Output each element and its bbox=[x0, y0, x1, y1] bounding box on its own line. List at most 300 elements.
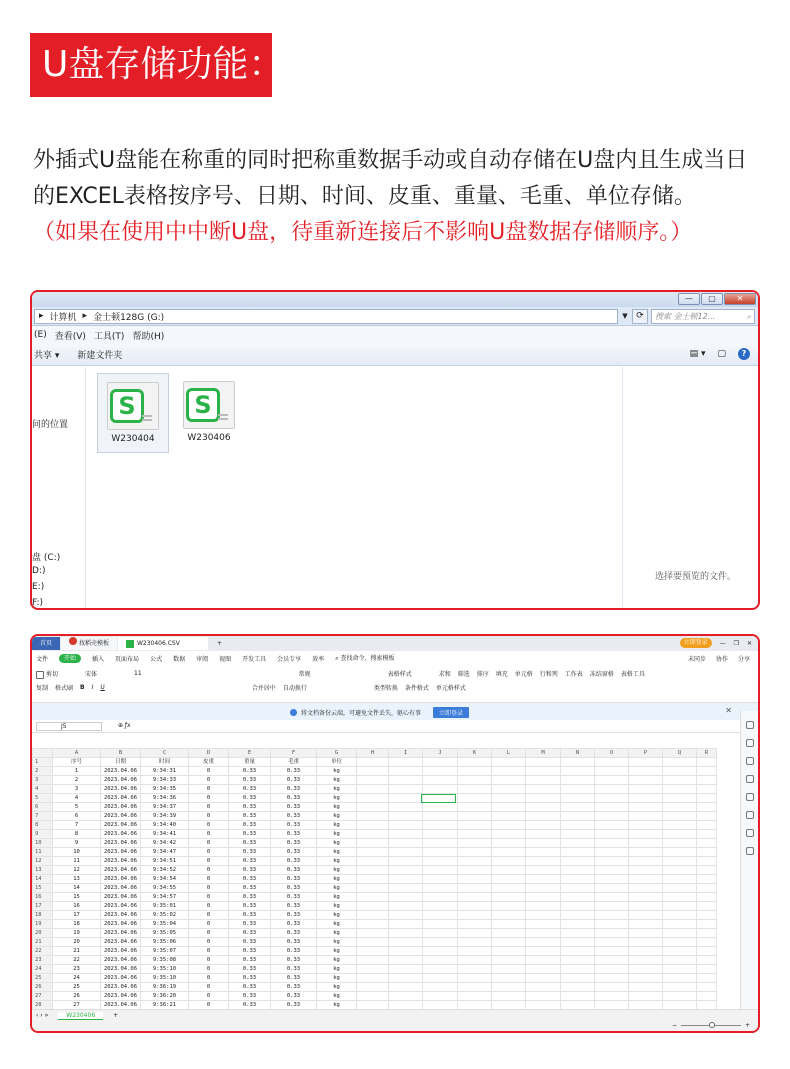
cell[interactable] bbox=[561, 857, 595, 866]
cell[interactable]: 0.33 bbox=[271, 983, 317, 992]
cell[interactable] bbox=[697, 794, 717, 803]
cell[interactable] bbox=[697, 911, 717, 920]
column-header[interactable]: M bbox=[526, 749, 561, 758]
cell[interactable] bbox=[561, 803, 595, 812]
cell[interactable]: kg bbox=[317, 947, 357, 956]
cell[interactable]: 0.33 bbox=[229, 812, 271, 821]
cell[interactable]: 2023.04.06 bbox=[101, 929, 141, 938]
cell[interactable]: 13 bbox=[53, 875, 101, 884]
cell[interactable] bbox=[629, 848, 663, 857]
cell[interactable] bbox=[629, 812, 663, 821]
cell[interactable]: 0.33 bbox=[229, 839, 271, 848]
cell[interactable]: kg bbox=[317, 857, 357, 866]
cell[interactable]: 2023.04.06 bbox=[101, 776, 141, 785]
cell[interactable] bbox=[663, 767, 697, 776]
cell[interactable]: 0 bbox=[189, 974, 229, 983]
cell[interactable] bbox=[561, 830, 595, 839]
cell[interactable]: 23 bbox=[53, 965, 101, 974]
cell[interactable] bbox=[389, 830, 423, 839]
cell[interactable] bbox=[595, 812, 629, 821]
row-header[interactable]: 15 bbox=[33, 884, 53, 893]
cell[interactable]: 0 bbox=[189, 830, 229, 839]
cell[interactable] bbox=[526, 812, 561, 821]
cell[interactable]: 0.33 bbox=[271, 776, 317, 785]
add-sheet-icon[interactable]: + bbox=[113, 1012, 119, 1019]
row-header[interactable]: 8 bbox=[33, 821, 53, 830]
cell[interactable]: 9:35:02 bbox=[141, 911, 189, 920]
cell[interactable] bbox=[629, 785, 663, 794]
cell[interactable] bbox=[423, 902, 458, 911]
cell[interactable] bbox=[595, 866, 629, 875]
cell[interactable]: 0 bbox=[189, 947, 229, 956]
cell[interactable] bbox=[357, 848, 389, 857]
cell[interactable] bbox=[492, 983, 526, 992]
cell[interactable] bbox=[697, 767, 717, 776]
cell[interactable] bbox=[389, 884, 423, 893]
cell[interactable] bbox=[458, 776, 492, 785]
banner-login-button[interactable]: 立即登录 bbox=[433, 707, 469, 718]
menu-view[interactable]: 视图 bbox=[219, 655, 232, 663]
cell[interactable] bbox=[458, 803, 492, 812]
filter-button[interactable]: 筛选 bbox=[457, 671, 470, 679]
cell[interactable]: 0 bbox=[189, 875, 229, 884]
cell[interactable] bbox=[389, 983, 423, 992]
cell[interactable] bbox=[423, 857, 458, 866]
cell[interactable] bbox=[595, 758, 629, 767]
cell[interactable] bbox=[663, 839, 697, 848]
cell[interactable] bbox=[389, 848, 423, 857]
cell[interactable] bbox=[663, 992, 697, 1001]
row-header[interactable]: 6 bbox=[33, 803, 53, 812]
cell[interactable] bbox=[697, 776, 717, 785]
cell[interactable] bbox=[629, 776, 663, 785]
cell[interactable] bbox=[595, 803, 629, 812]
cell[interactable]: kg bbox=[317, 794, 357, 803]
row-header[interactable]: 12 bbox=[33, 857, 53, 866]
cell[interactable] bbox=[697, 884, 717, 893]
cell[interactable] bbox=[357, 875, 389, 884]
cell[interactable] bbox=[492, 893, 526, 902]
format-painter-button[interactable]: 格式刷 bbox=[55, 685, 74, 692]
cell[interactable] bbox=[526, 767, 561, 776]
cell[interactable] bbox=[697, 920, 717, 929]
cell[interactable]: 9:34:57 bbox=[141, 893, 189, 902]
cell[interactable] bbox=[389, 803, 423, 812]
cell[interactable] bbox=[629, 803, 663, 812]
cell[interactable] bbox=[595, 983, 629, 992]
cell[interactable] bbox=[423, 776, 458, 785]
cell[interactable] bbox=[492, 848, 526, 857]
cell[interactable] bbox=[561, 848, 595, 857]
cell[interactable] bbox=[595, 839, 629, 848]
cell[interactable]: 时间 bbox=[141, 758, 189, 767]
cell[interactable] bbox=[697, 965, 717, 974]
cell[interactable]: 0.33 bbox=[271, 929, 317, 938]
table-tools-button[interactable]: 表格工具 bbox=[620, 671, 645, 679]
minimize-button[interactable]: — bbox=[678, 293, 700, 305]
tab-home[interactable]: 首页 bbox=[32, 637, 60, 650]
column-header[interactable]: I bbox=[389, 749, 423, 758]
cell[interactable] bbox=[526, 803, 561, 812]
cell[interactable] bbox=[697, 848, 717, 857]
table-style-button[interactable]: 表格样式 bbox=[387, 671, 412, 679]
row-header[interactable]: 7 bbox=[33, 812, 53, 821]
cell[interactable] bbox=[629, 857, 663, 866]
tab-templates[interactable]: 找稻壳模板 bbox=[61, 637, 117, 650]
cell[interactable]: 25 bbox=[53, 983, 101, 992]
menu-tools[interactable]: 工具(T) bbox=[93, 331, 125, 342]
cell[interactable] bbox=[526, 902, 561, 911]
cell[interactable]: 9:34:35 bbox=[141, 785, 189, 794]
cell[interactable] bbox=[561, 785, 595, 794]
cell[interactable] bbox=[697, 929, 717, 938]
cell[interactable] bbox=[423, 884, 458, 893]
cell[interactable]: kg bbox=[317, 920, 357, 929]
row-header[interactable]: 24 bbox=[33, 965, 53, 974]
cell[interactable] bbox=[458, 965, 492, 974]
cell[interactable]: 0 bbox=[189, 776, 229, 785]
worksheet-button[interactable]: 工作表 bbox=[564, 671, 583, 679]
share-button[interactable]: 共享 ▾ bbox=[34, 351, 60, 361]
cell[interactable] bbox=[629, 965, 663, 974]
cell[interactable] bbox=[492, 821, 526, 830]
address-field[interactable] bbox=[34, 309, 618, 324]
cell[interactable] bbox=[423, 866, 458, 875]
row-header[interactable]: 3 bbox=[33, 776, 53, 785]
cell[interactable] bbox=[561, 947, 595, 956]
cell[interactable]: 2023.04.06 bbox=[101, 902, 141, 911]
cell[interactable] bbox=[357, 794, 389, 803]
command-search[interactable]: ⌕ 查找命令、搜索模板 bbox=[335, 655, 395, 662]
cell[interactable] bbox=[663, 785, 697, 794]
cell[interactable]: 2023.04.06 bbox=[101, 920, 141, 929]
cell[interactable] bbox=[492, 785, 526, 794]
cell[interactable]: 0.33 bbox=[229, 902, 271, 911]
cell[interactable] bbox=[458, 830, 492, 839]
cell[interactable] bbox=[357, 947, 389, 956]
cell[interactable] bbox=[561, 965, 595, 974]
row-header[interactable]: 27 bbox=[33, 992, 53, 1001]
cell[interactable] bbox=[458, 992, 492, 1001]
copy-button[interactable]: 复制 bbox=[36, 685, 49, 692]
cell[interactable]: 0.33 bbox=[229, 983, 271, 992]
cell[interactable]: 0.33 bbox=[271, 875, 317, 884]
address-dropdown-icon[interactable]: ▼ bbox=[622, 312, 628, 320]
cell[interactable] bbox=[629, 920, 663, 929]
cell[interactable]: 9:34:36 bbox=[141, 794, 189, 803]
cell[interactable] bbox=[595, 947, 629, 956]
cell[interactable]: 2023.04.06 bbox=[101, 866, 141, 875]
cell[interactable] bbox=[663, 920, 697, 929]
cell[interactable]: 0.33 bbox=[229, 821, 271, 830]
cell[interactable]: 0 bbox=[189, 1001, 229, 1010]
cell[interactable] bbox=[663, 803, 697, 812]
cell[interactable]: 0.33 bbox=[271, 956, 317, 965]
row-header[interactable]: 20 bbox=[33, 929, 53, 938]
cell[interactable] bbox=[492, 767, 526, 776]
cell[interactable]: 1 bbox=[53, 767, 101, 776]
cell[interactable]: 9:34:47 bbox=[141, 848, 189, 857]
cell[interactable] bbox=[423, 974, 458, 983]
sheet-tab[interactable]: W230406 bbox=[58, 1012, 103, 1020]
zoom-out-icon[interactable]: − bbox=[671, 1022, 677, 1029]
type-convert-button[interactable]: 类型转换 bbox=[373, 685, 398, 692]
cell[interactable] bbox=[561, 956, 595, 965]
cell[interactable]: 9:35:08 bbox=[141, 956, 189, 965]
cell[interactable] bbox=[595, 857, 629, 866]
cell[interactable]: 0.33 bbox=[271, 902, 317, 911]
cell[interactable] bbox=[561, 920, 595, 929]
cell[interactable]: 9:35:07 bbox=[141, 947, 189, 956]
cell[interactable] bbox=[663, 758, 697, 767]
cell[interactable]: 0 bbox=[189, 803, 229, 812]
cell[interactable]: 2 bbox=[53, 776, 101, 785]
cell[interactable]: 19 bbox=[53, 929, 101, 938]
cell[interactable] bbox=[526, 992, 561, 1001]
cell[interactable] bbox=[663, 866, 697, 875]
cell[interactable] bbox=[357, 929, 389, 938]
cell[interactable]: 0.33 bbox=[271, 821, 317, 830]
cell[interactable]: 9:35:10 bbox=[141, 974, 189, 983]
cell[interactable]: 14 bbox=[53, 884, 101, 893]
cell[interactable] bbox=[595, 938, 629, 947]
cell[interactable]: 0.33 bbox=[229, 938, 271, 947]
zoom-knob[interactable] bbox=[709, 1022, 715, 1028]
zoom-slider[interactable] bbox=[681, 1025, 741, 1026]
cell[interactable] bbox=[357, 983, 389, 992]
cell[interactable] bbox=[423, 947, 458, 956]
cell[interactable]: 9:34:31 bbox=[141, 767, 189, 776]
cell[interactable] bbox=[492, 812, 526, 821]
cell[interactable] bbox=[492, 965, 526, 974]
cell[interactable] bbox=[423, 812, 458, 821]
cell[interactable] bbox=[423, 821, 458, 830]
cell[interactable]: 0 bbox=[189, 983, 229, 992]
bold-button[interactable]: B bbox=[80, 684, 85, 691]
file-item[interactable] bbox=[97, 373, 169, 453]
nav-item-recent[interactable]: 问的位置 bbox=[32, 420, 69, 430]
cell[interactable] bbox=[357, 893, 389, 902]
cell[interactable] bbox=[595, 830, 629, 839]
cell[interactable] bbox=[492, 875, 526, 884]
cell[interactable] bbox=[595, 767, 629, 776]
cell[interactable]: 3 bbox=[53, 785, 101, 794]
cell[interactable] bbox=[357, 821, 389, 830]
cell[interactable] bbox=[357, 920, 389, 929]
column-header[interactable]: E bbox=[229, 749, 271, 758]
cell[interactable]: 2023.04.06 bbox=[101, 839, 141, 848]
cell[interactable]: 0 bbox=[189, 812, 229, 821]
cell[interactable] bbox=[458, 866, 492, 875]
cell[interactable] bbox=[492, 992, 526, 1001]
cell[interactable] bbox=[697, 974, 717, 983]
sync-status[interactable]: 未同步 bbox=[687, 655, 706, 663]
cell[interactable] bbox=[663, 947, 697, 956]
cell[interactable] bbox=[423, 893, 458, 902]
cell[interactable]: 2023.04.06 bbox=[101, 965, 141, 974]
share-icon[interactable] bbox=[746, 847, 754, 855]
cell[interactable]: 2023.04.06 bbox=[101, 875, 141, 884]
cell[interactable] bbox=[423, 965, 458, 974]
cell[interactable]: 0.33 bbox=[229, 767, 271, 776]
cell[interactable] bbox=[389, 812, 423, 821]
cell[interactable]: kg bbox=[317, 776, 357, 785]
cell[interactable] bbox=[458, 902, 492, 911]
cell[interactable]: 0.33 bbox=[271, 911, 317, 920]
refresh-icon[interactable]: ⟳ bbox=[632, 309, 648, 324]
cell[interactable]: 18 bbox=[53, 920, 101, 929]
cell[interactable] bbox=[697, 821, 717, 830]
cell[interactable]: 0.33 bbox=[229, 776, 271, 785]
cell[interactable]: kg bbox=[317, 902, 357, 911]
merge-center-button[interactable]: 合并居中 bbox=[251, 685, 276, 692]
fx-icon[interactable]: ⊕ ƒx bbox=[118, 722, 131, 729]
cell[interactable] bbox=[458, 785, 492, 794]
cell[interactable]: 0.33 bbox=[271, 794, 317, 803]
cell[interactable]: 9:36:20 bbox=[141, 992, 189, 1001]
cell[interactable]: kg bbox=[317, 974, 357, 983]
cell[interactable] bbox=[526, 758, 561, 767]
row-header[interactable]: 21 bbox=[33, 938, 53, 947]
cell[interactable]: 0.33 bbox=[271, 884, 317, 893]
cell[interactable] bbox=[526, 839, 561, 848]
cell[interactable] bbox=[561, 821, 595, 830]
cell[interactable] bbox=[526, 965, 561, 974]
view-options-icon[interactable]: ▤ ▾ bbox=[689, 349, 706, 359]
cell[interactable] bbox=[561, 974, 595, 983]
cell[interactable]: 0.33 bbox=[229, 884, 271, 893]
menu-data[interactable]: 数据 bbox=[173, 655, 186, 663]
cell[interactable] bbox=[595, 929, 629, 938]
cell[interactable]: 2023.04.06 bbox=[101, 911, 141, 920]
cell[interactable] bbox=[629, 830, 663, 839]
cell[interactable]: 9:34:52 bbox=[141, 866, 189, 875]
cell[interactable] bbox=[629, 929, 663, 938]
sheet-nav-icon[interactable]: ‹ › » bbox=[36, 1012, 49, 1019]
cell[interactable]: 0.33 bbox=[229, 992, 271, 1001]
cell[interactable]: 2023.04.06 bbox=[101, 974, 141, 983]
cell[interactable]: 0 bbox=[189, 911, 229, 920]
cell[interactable] bbox=[629, 758, 663, 767]
cell[interactable]: 9:34:37 bbox=[141, 803, 189, 812]
cell[interactable] bbox=[357, 776, 389, 785]
cell[interactable] bbox=[629, 839, 663, 848]
cell[interactable] bbox=[697, 866, 717, 875]
nav-item-drive-d[interactable]: D:) bbox=[32, 566, 46, 576]
cell[interactable]: 9:36:19 bbox=[141, 983, 189, 992]
selected-cell[interactable] bbox=[421, 794, 456, 803]
zoom-in-icon[interactable]: + bbox=[744, 1022, 750, 1029]
cell[interactable]: 9:34:54 bbox=[141, 875, 189, 884]
cell[interactable]: 0 bbox=[189, 992, 229, 1001]
font-size-select[interactable]: 11 bbox=[134, 670, 142, 678]
cell[interactable] bbox=[629, 866, 663, 875]
cell[interactable] bbox=[561, 866, 595, 875]
cell[interactable]: 2023.04.06 bbox=[101, 983, 141, 992]
transform-icon[interactable] bbox=[746, 775, 754, 783]
cell[interactable] bbox=[492, 911, 526, 920]
cell[interactable] bbox=[629, 767, 663, 776]
cell[interactable] bbox=[423, 758, 458, 767]
cell[interactable]: kg bbox=[317, 821, 357, 830]
file-item[interactable] bbox=[173, 373, 245, 453]
menu-member[interactable]: 会员专享 bbox=[277, 655, 302, 663]
cell[interactable]: 0.33 bbox=[229, 848, 271, 857]
cell[interactable]: 0 bbox=[189, 821, 229, 830]
menu-file[interactable]: 文件 bbox=[36, 655, 49, 663]
cell[interactable] bbox=[526, 884, 561, 893]
cell[interactable] bbox=[629, 956, 663, 965]
cell[interactable] bbox=[526, 938, 561, 947]
row-header[interactable]: 18 bbox=[33, 911, 53, 920]
cell[interactable]: 0.33 bbox=[271, 785, 317, 794]
cell[interactable] bbox=[492, 947, 526, 956]
wrap-text-button[interactable]: 自动换行 bbox=[282, 685, 307, 692]
cell[interactable] bbox=[561, 884, 595, 893]
minimize-icon[interactable]: — bbox=[719, 639, 726, 647]
cell[interactable] bbox=[423, 929, 458, 938]
cell[interactable] bbox=[357, 839, 389, 848]
cell[interactable] bbox=[663, 974, 697, 983]
cell[interactable] bbox=[663, 965, 697, 974]
cell[interactable]: 7 bbox=[53, 821, 101, 830]
cell[interactable] bbox=[561, 794, 595, 803]
cell[interactable] bbox=[663, 812, 697, 821]
cell[interactable]: 0 bbox=[189, 965, 229, 974]
cell[interactable] bbox=[595, 848, 629, 857]
cell[interactable] bbox=[697, 902, 717, 911]
cell[interactable] bbox=[629, 875, 663, 884]
collaborate-button[interactable]: 协作 bbox=[715, 655, 728, 663]
cell[interactable] bbox=[458, 794, 492, 803]
cell[interactable] bbox=[561, 929, 595, 938]
menu-page-layout[interactable]: 页面布局 bbox=[115, 655, 140, 663]
menu-start[interactable]: 开始 bbox=[59, 654, 81, 663]
column-header[interactable]: G bbox=[317, 749, 357, 758]
cell[interactable]: 0.33 bbox=[271, 830, 317, 839]
help-icon[interactable]: ? bbox=[738, 348, 750, 360]
cell[interactable]: 20 bbox=[53, 938, 101, 947]
cell[interactable] bbox=[389, 785, 423, 794]
cell[interactable] bbox=[357, 938, 389, 947]
cell[interactable]: kg bbox=[317, 911, 357, 920]
cell[interactable] bbox=[423, 992, 458, 1001]
cell[interactable] bbox=[697, 938, 717, 947]
cell[interactable] bbox=[357, 857, 389, 866]
cell[interactable] bbox=[663, 983, 697, 992]
cell[interactable] bbox=[423, 767, 458, 776]
cell[interactable] bbox=[526, 830, 561, 839]
cell[interactable]: 9:34:40 bbox=[141, 821, 189, 830]
row-header[interactable]: 10 bbox=[33, 839, 53, 848]
cell[interactable]: 0.33 bbox=[229, 929, 271, 938]
menu-efficiency[interactable]: 效率 bbox=[312, 655, 325, 663]
cell[interactable] bbox=[526, 929, 561, 938]
cell[interactable]: 2023.04.06 bbox=[101, 956, 141, 965]
cell[interactable] bbox=[697, 812, 717, 821]
sum-button[interactable]: 求和 bbox=[438, 671, 451, 679]
cell[interactable] bbox=[561, 938, 595, 947]
cell[interactable] bbox=[357, 758, 389, 767]
cell[interactable]: 0.33 bbox=[229, 911, 271, 920]
cell[interactable] bbox=[629, 893, 663, 902]
cell[interactable]: kg bbox=[317, 866, 357, 875]
cell[interactable]: 0.33 bbox=[271, 812, 317, 821]
cell[interactable] bbox=[561, 776, 595, 785]
cell[interactable] bbox=[561, 767, 595, 776]
cell[interactable] bbox=[492, 794, 526, 803]
cell[interactable] bbox=[561, 875, 595, 884]
